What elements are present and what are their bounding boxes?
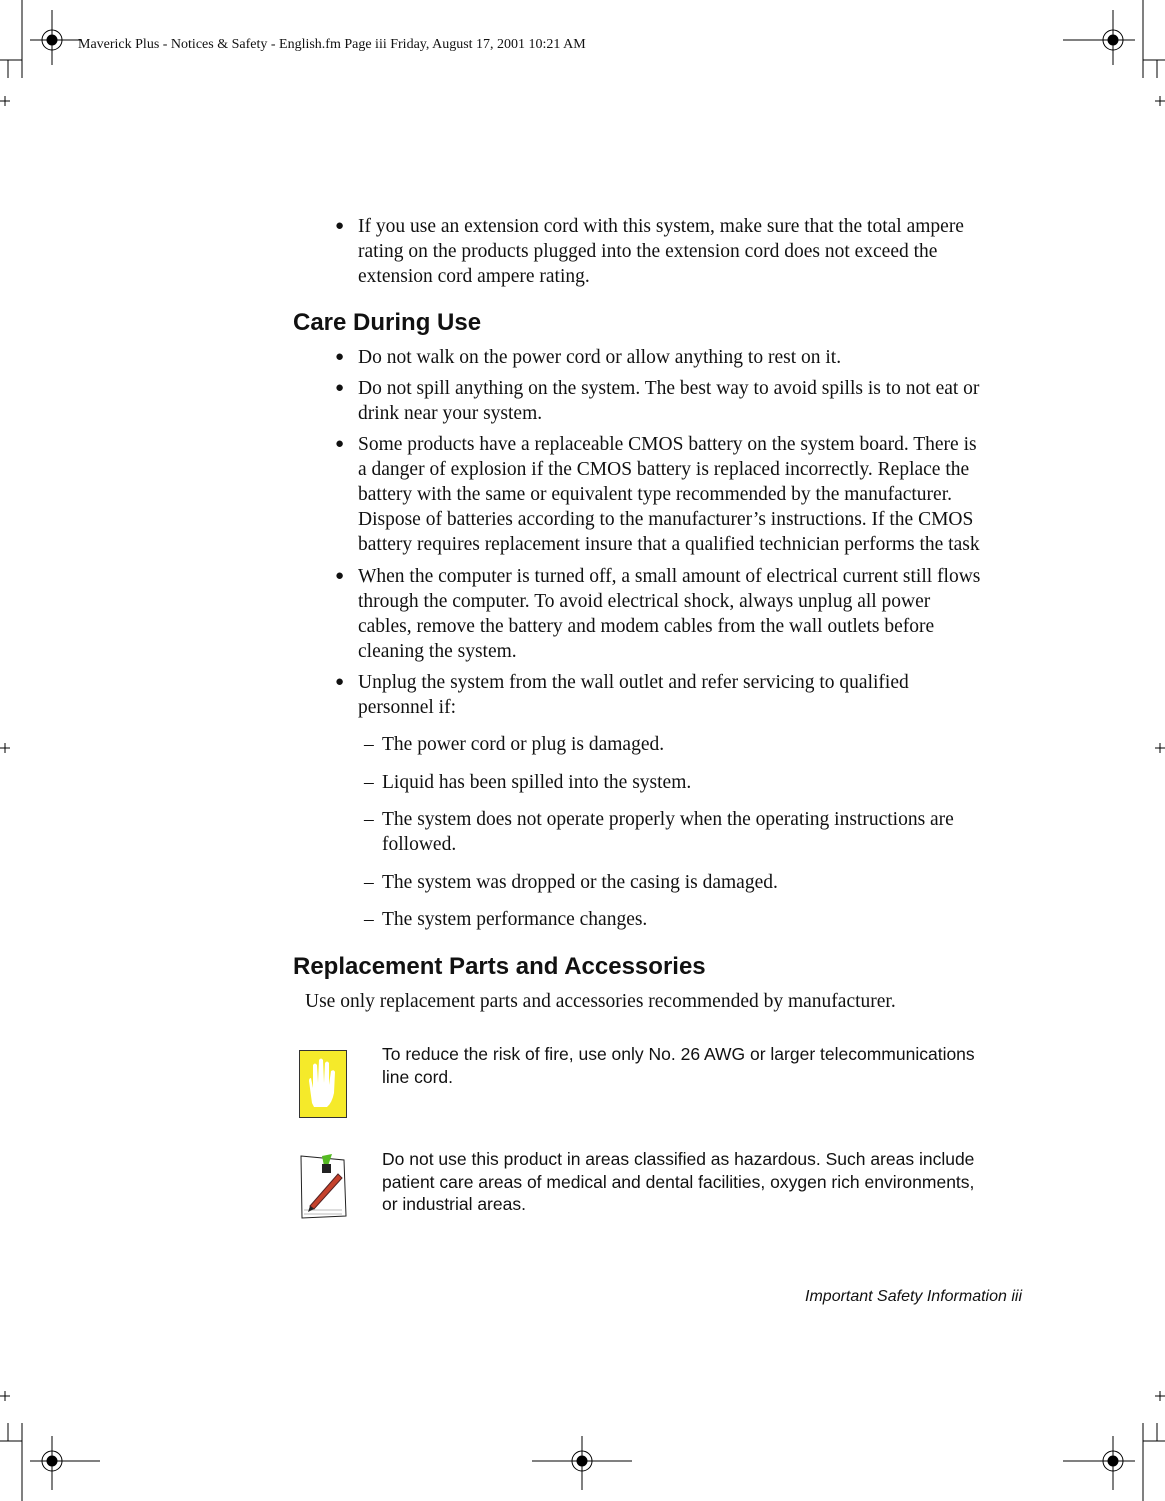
bullet-icon: ● <box>335 568 345 584</box>
text-line: or industrial areas. <box>382 1194 526 1214</box>
text-line: followed. <box>382 834 457 855</box>
dash-icon: – <box>364 872 374 893</box>
sub-list-item <box>382 907 647 932</box>
sub-list-item <box>382 732 664 757</box>
text-line: extension cord ampere rating. <box>358 266 590 287</box>
caution-hand-icon <box>299 1050 347 1118</box>
text-line: cables, remove the battery and modem cables from the wall outlets before <box>358 616 935 637</box>
text-line: a danger of explosion if the CMOS battery is replaced incorrectly. Replace the <box>358 459 970 480</box>
bullet-icon: ● <box>335 218 345 234</box>
dash-icon: – <box>364 734 374 755</box>
text-line: The power cord or plug is damaged. <box>382 734 665 755</box>
text-line: personnel if: <box>358 697 457 718</box>
text-line: drink near your system. <box>358 403 543 424</box>
text-line: rating on the products plugged into the extension cord does not exceed the <box>358 241 938 262</box>
note-pen-icon <box>298 1152 350 1222</box>
bullet-icon: ● <box>335 436 345 452</box>
text-line: through the computer. To avoid electrical shock, always unplug all power <box>358 591 931 612</box>
list-item <box>358 432 980 557</box>
text-line: The system was dropped or the casing is damaged. <box>382 872 778 893</box>
replacement-paragraph: Use only replacement parts and accessories recommended by manufacturer. <box>305 991 896 1012</box>
text-line: patient care areas of medical and dental facilities, oxygen rich environments, <box>382 1171 975 1192</box>
text-line: battery with the same or equivalent type recommended by the manufacturer. <box>358 484 952 505</box>
bullet-icon: ● <box>335 349 345 365</box>
dash-icon: – <box>364 809 374 830</box>
list-item <box>358 376 979 426</box>
sub-list-item <box>382 807 954 857</box>
bullet-icon: ● <box>335 674 345 690</box>
sub-list-item <box>382 870 778 895</box>
note-text <box>382 1148 974 1216</box>
page-footer: Important Safety Information iii <box>805 1288 1022 1305</box>
list-item <box>358 345 841 370</box>
list-item <box>358 214 964 289</box>
text-line: battery requires replacement insure that a qualified technician performs the task <box>358 534 980 555</box>
heading-care-during-use: Care During Use <box>293 309 482 336</box>
text-line: Do not spill anything on the system. The best way to avoid spills is to not eat or <box>358 378 980 399</box>
bullet-icon: ● <box>335 380 345 396</box>
text-line: Some products have a replaceable CMOS battery on the system board. There is <box>358 434 977 455</box>
dash-icon: – <box>364 772 374 793</box>
text-line: To reduce the risk of fire, use only No. 26 AWG or larger telecommunications <box>382 1044 975 1064</box>
print-header: Maverick Plus - Notices & Safety - English.fm Page iii Friday, August 17, 2001 10:21 AM <box>78 37 586 52</box>
text-line: Do not use this product in areas classified as hazardous. Such areas include <box>382 1149 975 1169</box>
text-line: cleaning the system. <box>358 641 517 662</box>
text-line: Dispose of batteries according to the manufacturer’s instructions. If the CMOS <box>358 509 974 530</box>
list-item <box>358 670 909 720</box>
note-text <box>382 1043 975 1088</box>
text-line: line cord. <box>382 1066 454 1087</box>
dash-icon: – <box>364 909 374 930</box>
heading-replacement-parts: Replacement Parts and Accessories <box>293 953 706 980</box>
text-line: When the computer is turned off, a small amount of electrical current still flows <box>358 566 981 587</box>
list-item <box>358 564 980 664</box>
text-line: Do not walk on the power cord or allow anything to rest on it. <box>358 347 842 368</box>
text-line: If you use an extension cord with this system, make sure that the total ampere <box>358 216 964 237</box>
sub-list-item <box>382 770 691 795</box>
text-line: Unplug the system from the wall outlet and refer servicing to qualified <box>358 672 909 693</box>
text-line: The system performance changes. <box>382 909 648 930</box>
text-line: The system does not operate properly when the operating instructions are <box>382 809 954 830</box>
text-line: Liquid has been spilled into the system. <box>382 772 692 793</box>
